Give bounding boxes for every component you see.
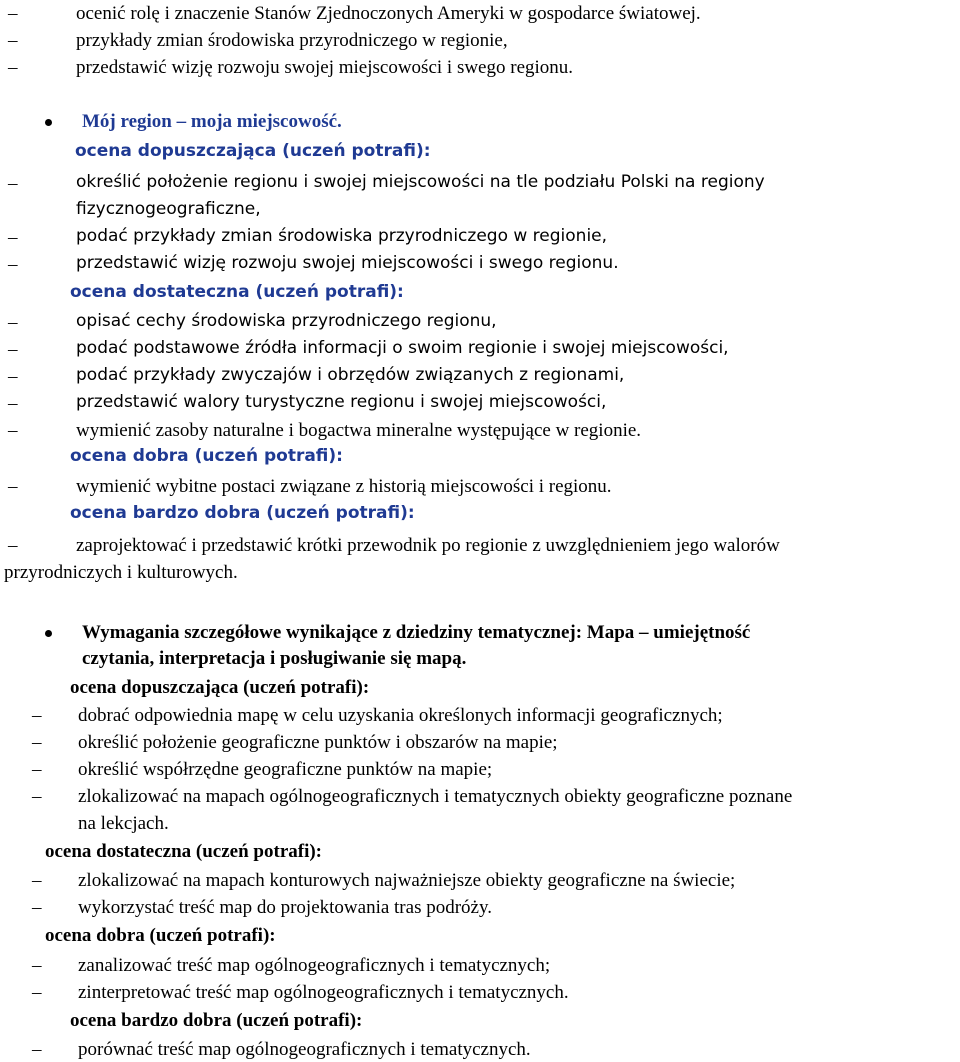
bullet-icon	[45, 630, 52, 637]
list-item: porównać treść map ogólnogeograficznych i tematycznych.	[78, 1039, 531, 1060]
list-item: zlokalizować na mapach ogólnogeograficznych i tematycznych obiekty geograficzne poznane	[78, 786, 793, 807]
list-item: wymienić wybitne postaci związane z historią miejscowości i regionu.	[76, 476, 612, 497]
grade-header: ocena dobra (uczeń potrafi):	[45, 925, 276, 946]
list-item: fizycznogeograficzne,	[76, 199, 261, 219]
dash-marker: –	[8, 3, 18, 24]
list-item: zinterpretować treść map ogólnogeograficznych i tematycznych.	[78, 982, 569, 1003]
dash-marker: –	[32, 870, 42, 891]
dash-marker: –	[8, 173, 18, 194]
list-item: określić współrzędne geograficzne punktów na mapie;	[78, 759, 493, 780]
dash-marker: –	[32, 982, 42, 1003]
dash-marker: –	[8, 420, 18, 441]
grade-header: ocena dostateczna (uczeń potrafi):	[70, 282, 404, 302]
list-item: zanalizować treść map ogólnogeograficznych i tematycznych;	[78, 955, 551, 976]
dash-marker: –	[8, 312, 18, 333]
list-item: opisać cechy środowiska przyrodniczego regionu,	[76, 311, 497, 331]
list-item: przedstawić walory turystyczne regionu i swojej miejscowości,	[76, 392, 607, 412]
list-item: wykorzystać treść map do projektowania tras podróży.	[78, 897, 492, 918]
list-item: przedstawić wizję rozwoju swojej miejscowości i swego regionu.	[76, 57, 574, 78]
list-item: przyrodniczych i kulturowych.	[4, 562, 238, 583]
dash-marker: –	[8, 254, 18, 275]
list-item: podać przykłady zmian środowiska przyrodniczego w regionie,	[76, 226, 608, 246]
grade-header: ocena dopuszczająca (uczeń potrafi):	[70, 677, 370, 698]
dash-marker: –	[8, 366, 18, 387]
dash-marker: –	[8, 476, 18, 497]
dash-marker: –	[32, 1039, 42, 1060]
bullet-icon	[45, 119, 52, 126]
dash-marker: –	[32, 786, 42, 807]
grade-header: ocena dostateczna (uczeń potrafi):	[45, 841, 323, 862]
list-item: określić położenie geograficzne punktów i obszarów na mapie;	[78, 732, 558, 753]
dash-marker: –	[8, 535, 18, 556]
grade-header: ocena dobra (uczeń potrafi):	[70, 446, 343, 466]
list-item: zaprojektować i przedstawić krótki przewodnik po regionie z uwzględnieniem jego walorów	[76, 535, 780, 556]
grade-header: ocena dopuszczająca (uczeń potrafi):	[75, 141, 431, 161]
dash-marker: –	[32, 897, 42, 918]
list-item: ocenić rolę i znaczenie Stanów Zjednoczonych Ameryki w gospodarce światowej.	[76, 3, 701, 24]
section-title: Wymagania szczegółowe wynikające z dziedziny tematycznej: Mapa – umiejętność	[82, 622, 751, 643]
dash-marker: –	[32, 759, 42, 780]
grade-header: ocena bardzo dobra (uczeń potrafi):	[70, 1010, 363, 1031]
dash-marker: –	[8, 227, 18, 248]
list-item: na lekcjach.	[78, 813, 169, 834]
dash-marker: –	[8, 393, 18, 414]
dash-marker: –	[8, 339, 18, 360]
list-item: zlokalizować na mapach konturowych najważniejsze obiekty geograficzne na świecie;	[78, 870, 736, 891]
dash-marker: –	[32, 732, 42, 753]
list-item: podać przykłady zwyczajów i obrzędów związanych z regionami,	[76, 365, 625, 385]
list-item: dobrać odpowiednia mapę w celu uzyskania określonych informacji geograficznych;	[78, 705, 723, 726]
grade-header: ocena bardzo dobra (uczeń potrafi):	[70, 503, 415, 523]
dash-marker: –	[32, 705, 42, 726]
dash-marker: –	[8, 30, 18, 51]
section-title: Mój region – moja miejscowość.	[82, 111, 342, 132]
dash-marker: –	[8, 57, 18, 78]
section-title-continued: czytania, interpretacja i posługiwanie się mapą.	[82, 648, 467, 669]
list-item: określić położenie regionu i swojej miejscowości na tle podziału Polski na regiony	[76, 172, 765, 192]
list-item: wymienić zasoby naturalne i bogactwa mineralne występujące w regionie.	[76, 420, 642, 441]
list-item: przedstawić wizję rozwoju swojej miejscowości i swego regionu.	[76, 253, 619, 273]
dash-marker: –	[32, 955, 42, 976]
list-item: przykłady zmian środowiska przyrodniczego w regionie,	[76, 30, 508, 51]
list-item: podać podstawowe źródła informacji o swoim regionie i swojej miejscowości,	[76, 338, 729, 358]
